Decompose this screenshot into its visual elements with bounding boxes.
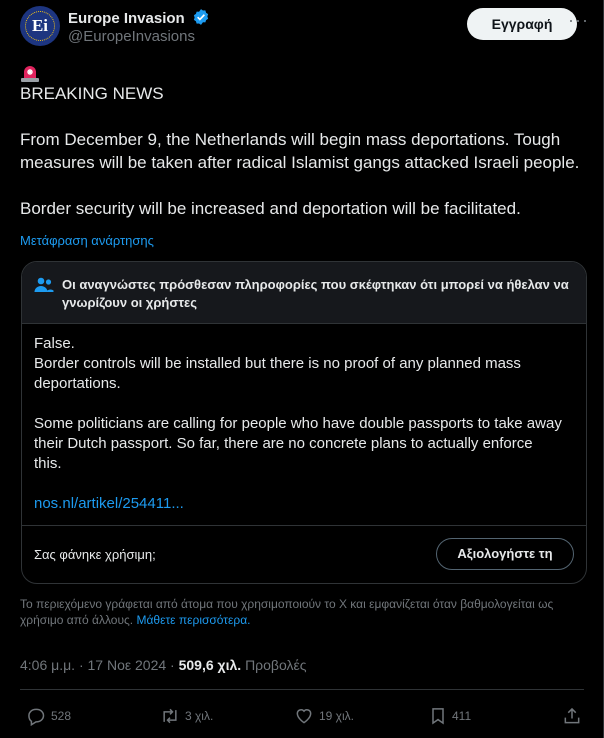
share-icon (562, 706, 582, 726)
reply-icon (25, 706, 47, 726)
like-button[interactable] (293, 706, 354, 726)
views-label: Προβολές (245, 657, 307, 673)
tweet-meta (20, 657, 306, 673)
author-name-text: Europe Invasion (68, 10, 185, 27)
community-note-body (34, 334, 564, 474)
meta-divider (20, 689, 584, 690)
views-count: 509,6 χιλ. (178, 657, 242, 673)
rate-note-button[interactable]: Αξιολογήστε τη (436, 538, 574, 570)
meta-separator: · (170, 657, 175, 673)
note-line-2: Border controls will be installed but there is no proof of any planned mass deportations. (34, 355, 521, 392)
people-icon (34, 276, 54, 294)
tweet-time[interactable]: 4:06 μ.μ. (20, 657, 76, 673)
note-line-3: Some politicians are calling for people who have double passports to take away their Dutch passport. So far, there are no concrete plans to actually enforce this. (34, 415, 562, 472)
reply-button[interactable] (25, 706, 71, 726)
netherlands-flag-icon (42, 66, 63, 81)
repost-icon (159, 706, 181, 726)
like-count: 19 χιλ. (319, 709, 354, 723)
note-disclaimer (20, 596, 580, 628)
author-handle[interactable]: @EuropeInvasions (68, 28, 195, 45)
avatar[interactable] (20, 6, 60, 46)
tweet-header (20, 6, 590, 46)
bookmark-count: 411 (452, 709, 472, 723)
meta-separator: · (78, 657, 84, 673)
follow-button[interactable]: Εγγραφή (467, 8, 577, 40)
community-note (21, 261, 587, 584)
note-line-1: False. (34, 335, 75, 352)
tweet-headline: BREAKING NEWS (20, 84, 164, 103)
disclaimer-text: Το περιεχόμενο γράφεται από άτομα που χρησιμοποιούν το X και εμφανίζεται όταν βαθμολογείται ως χρήσιμο από άλλους. (20, 597, 554, 627)
action-bar (0, 700, 604, 734)
author-name[interactable] (68, 8, 210, 27)
note-helpful-question: Σας φάνηκε χρήσιμη; (34, 547, 156, 562)
translate-post-link[interactable]: Μετάφραση ανάρτησης (20, 233, 154, 248)
verified-badge-icon (192, 8, 210, 26)
repost-count: 3 χιλ. (185, 709, 214, 723)
avatar-letters: Ei (31, 16, 49, 35)
share-button[interactable] (562, 706, 582, 726)
repost-button[interactable] (159, 706, 213, 726)
community-note-header (22, 262, 586, 324)
bookmark-button[interactable] (428, 706, 471, 726)
heart-icon (293, 706, 315, 726)
note-divider (22, 525, 586, 526)
tweet-text (20, 64, 580, 220)
bookmark-icon (428, 706, 448, 726)
siren-emoji-icon (20, 64, 40, 82)
tweet-paragraph-2: Border security will be increased and deportation will be facilitated. (20, 199, 521, 218)
reply-count: 528 (51, 709, 72, 723)
more-options-icon[interactable]: ··· (568, 10, 589, 30)
community-note-title: Οι αναγνώστες πρόσθεσαν πληροφορίες που σκέφτηκαν ότι μπορεί να ήθελαν να γνωρίζουν οι χρήστες (62, 277, 569, 310)
tweet-date[interactable]: 17 Νοε 2024 (87, 657, 167, 673)
headline-row (20, 64, 580, 82)
tweet-paragraph-1: From December 9, the Netherlands will begin mass deportations. Tough measures will be taken after radical Islamist gangs attacked Israeli people. (20, 130, 580, 172)
note-source-link[interactable]: nos.nl/artikel/254411... (34, 495, 184, 512)
learn-more-link[interactable]: Μάθετε περισσότερα. (136, 613, 251, 627)
